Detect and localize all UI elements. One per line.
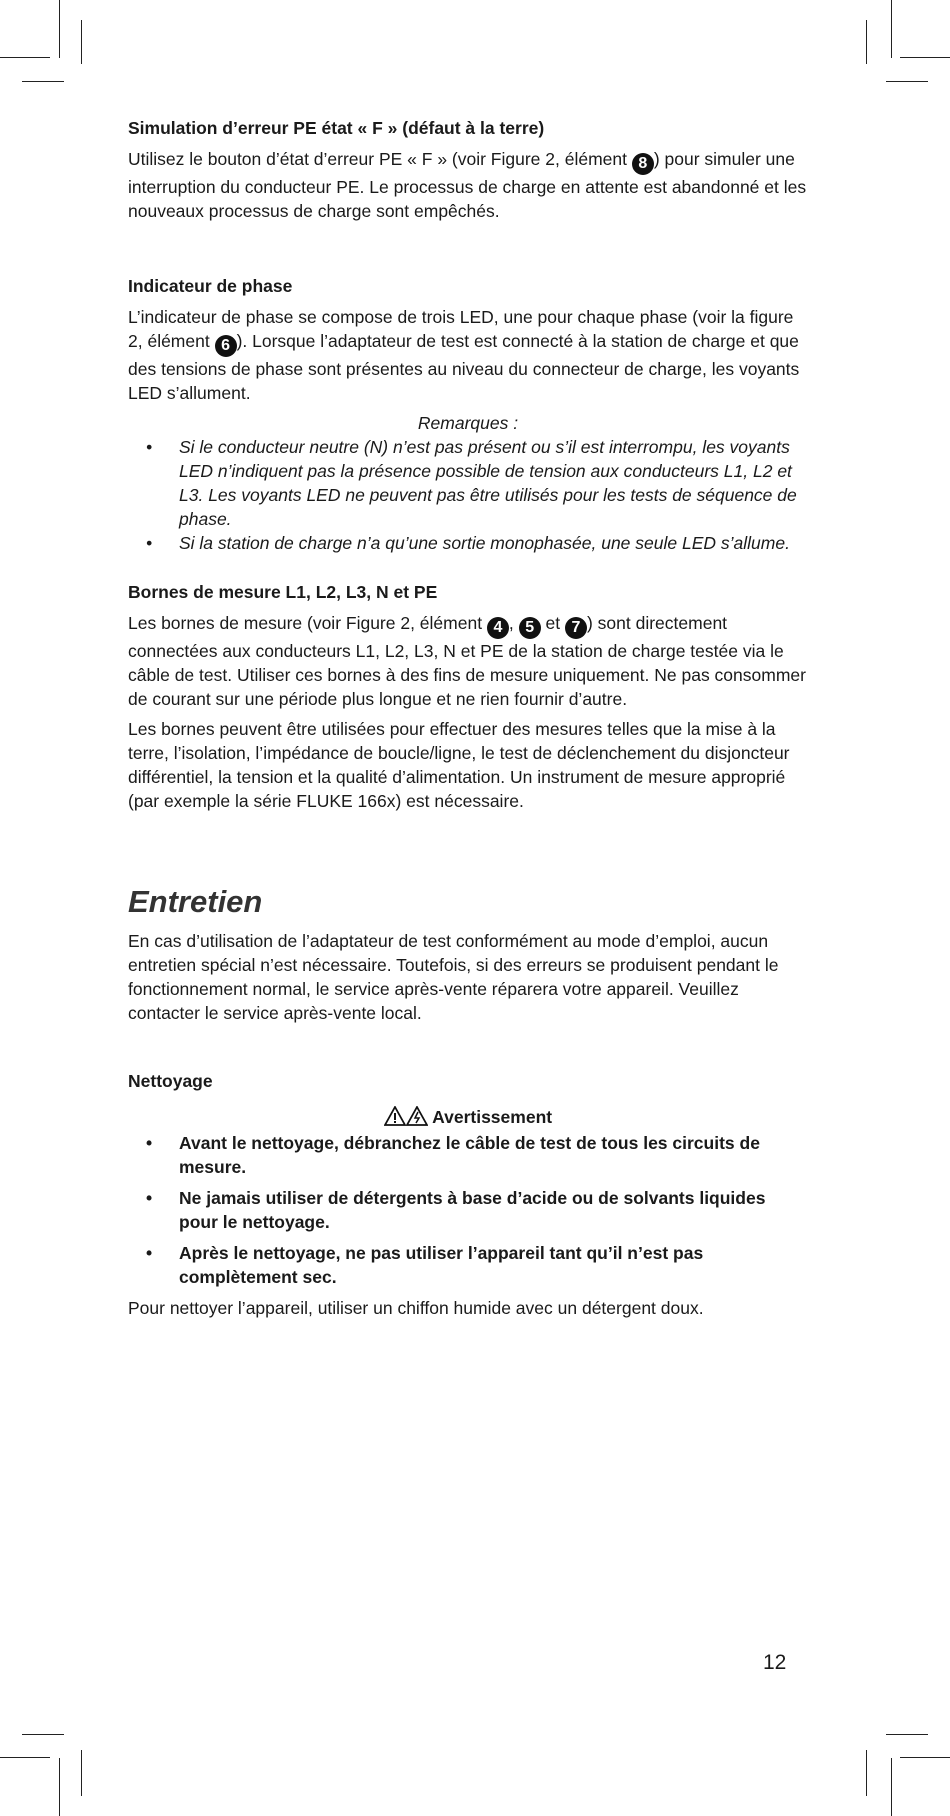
notes-list [128,435,808,555]
callout-number-icon: 6 [215,335,237,357]
paragraph-pe-fault: Utilisez le bouton d’état d’erreur PE « F » (voir Figure 2, élément 8 ) pour simuler une interruption du conducteur PE. Le processus de charge en attente est abandonné et les nouveaux processus de charge sont empêchés. [128,149,807,221]
paragraph-phase-indicator: L’indicateur de phase se compose de trois LED, une pour chaque phase (voir la figure 2, élément 6 ). Lorsque l’adaptateur de test est connecté à la station de charge et que des tensions de phase sont présentes au niveau du connecteur de charge, les voyants LED s’allument. [128,307,800,403]
shock-hazard-icon [406,1106,428,1126]
chapter-heading-maintenance: Entretien [128,884,263,919]
section-heading-measurement-terminals: Bornes de mesure L1, L2, L3, N et PE [128,582,438,602]
warning-title: Avertissement [128,1105,808,1129]
paragraph-cleaning: Pour nettoyer l’appareil, utiliser un chiffon humide avec un détergent doux. [128,1298,704,1318]
callout-number-icon: 8 [632,153,654,175]
paragraph-maintenance: En cas d’utilisation de l’adaptateur de test conformément au mode d’emploi, aucun entretien spécial n’est nécessaire. Toutefois, si des erreurs se produisent pendant le fonctionnement normal, le service après-vente réparera votre appareil. Veuillez contacter le service après-vente local. [128,931,779,1023]
section-heading-phase-indicator: Indicateur de phase [128,276,293,296]
list-item: • Si le conducteur neutre (N) n’est pas présent ou s’il est interrompu, les voyants LED n’indiquent pas la présence possible de tension aux conducteurs L1, L2 et L3. Les voyants LED ne peuvent pas être utilisés pour les tests de séquence de phase. [146,437,797,529]
list-item: • Ne jamais utiliser de détergents à base d’acide ou de solvants liquides pour le nettoyage. [146,1188,766,1232]
section-heading-cleaning: Nettoyage [128,1071,213,1091]
section-heading-pe-fault: Simulation d’erreur PE état « F » (défaut à la terre) [128,118,545,138]
warning-list [128,1131,808,1289]
list-item: • Après le nettoyage, ne pas utiliser l’appareil tant qu’il n’est pas complètement sec. [146,1243,704,1287]
page-content [128,116,808,1326]
notes-title: Remarques : [417,413,519,433]
callout-number-icon: 5 [519,617,541,639]
callout-number-icon: 4 [487,617,509,639]
page-number: 12 [763,1651,787,1674]
warning-icon [384,1106,406,1126]
paragraph-terminals-1: Les bornes de mesure (voir Figure 2, élément 4 , 5 et 7 ) sont directement connectées aux conducteurs L1, L2, L3, N et PE de la station de charge testée via le câble de test. Utiliser ces bornes à des fins de mesure uniquement. Ne pas consommer de courant sur une période plus longue et ne rien fournir d’autre. [128,613,806,709]
list-item: • Si la station de charge n’a qu’une sortie monophasée, une seule LED s’allume. [146,533,790,553]
callout-number-icon: 7 [565,617,587,639]
list-item: • Avant le nettoyage, débranchez le câble de test de tous les circuits de mesure. [146,1133,760,1177]
paragraph-terminals-2: Les bornes peuvent être utilisées pour effectuer des mesures telles que la mise à la terre, l’isolation, l’impédance de boucle/ligne, le test de déclenchement du disjoncteur différentiel, la tension et la qualité d’alimentation. Un instrument de mesure approprié (par exemple la série FLUKE 166x) est nécessaire. [128,719,790,811]
